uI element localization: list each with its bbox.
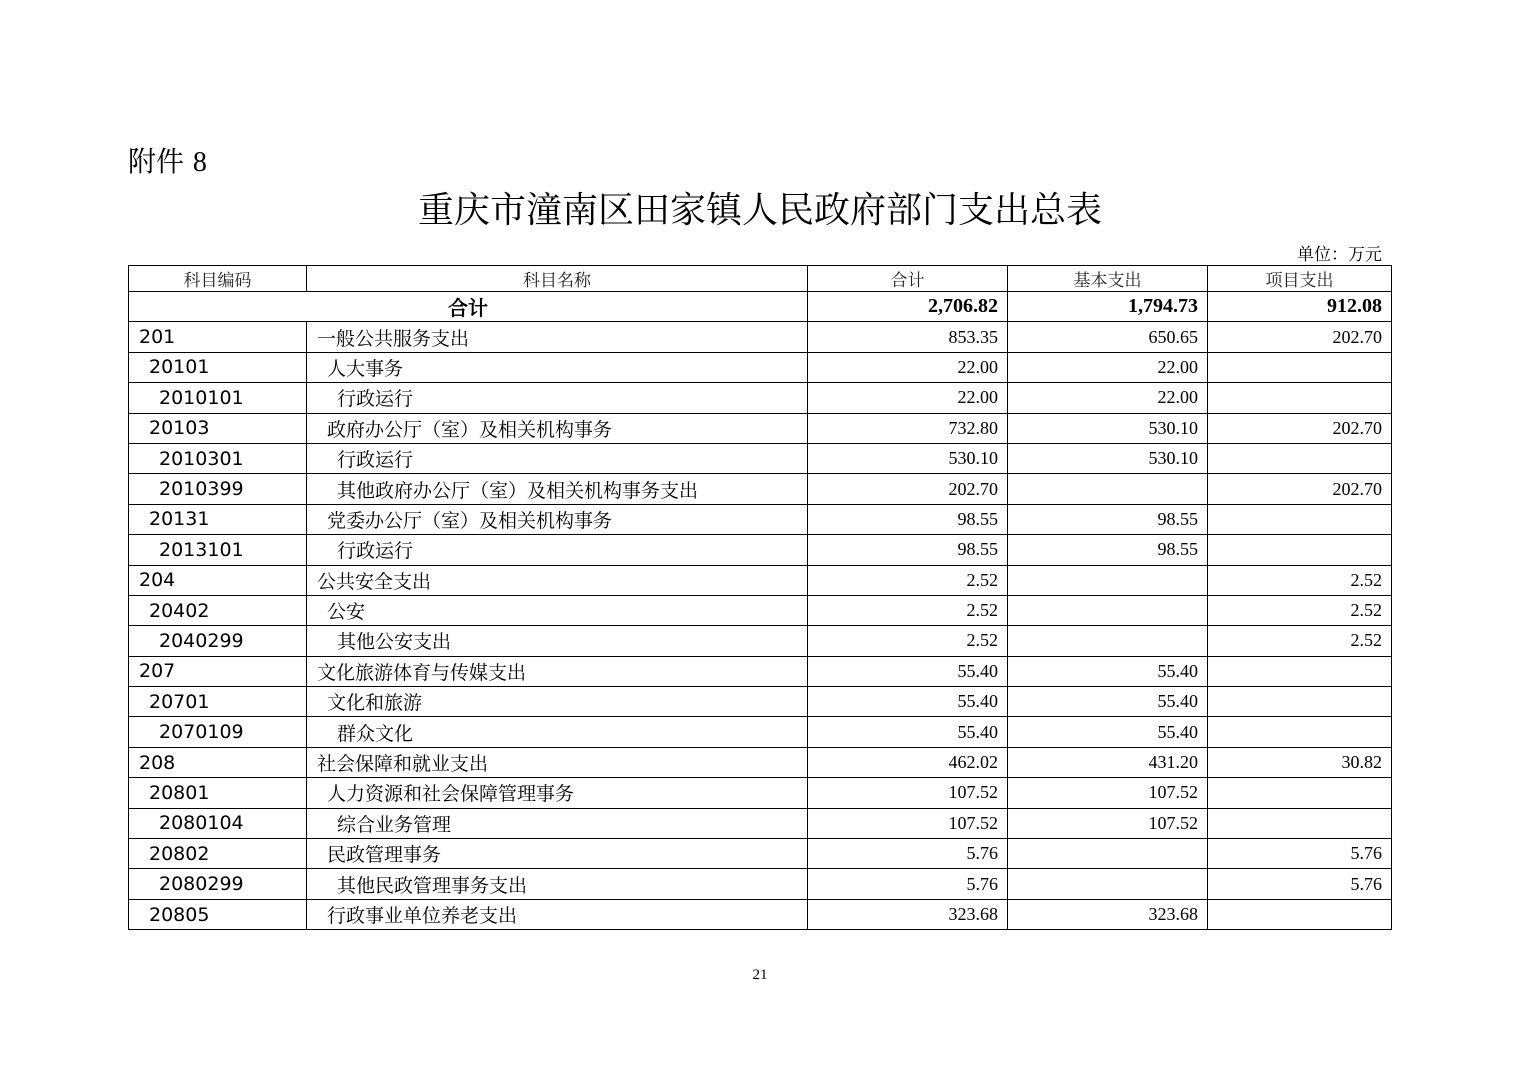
row-code: 20103 — [129, 413, 307, 443]
table-row — [129, 656, 1392, 686]
row-project: 30.82 — [1208, 747, 1392, 777]
row-project: 5.76 — [1208, 869, 1392, 899]
row-total: 2.52 — [808, 595, 1008, 625]
row-basic: 530.10 — [1008, 413, 1208, 443]
row-total: 55.40 — [808, 656, 1008, 686]
row-project — [1208, 687, 1392, 717]
table-row — [129, 778, 1392, 808]
total-project: 912.08 — [1208, 292, 1392, 322]
row-code: 2070109 — [129, 717, 307, 747]
row-basic: 530.10 — [1008, 443, 1208, 473]
row-code: 207 — [129, 656, 307, 686]
row-total: 853.35 — [808, 322, 1008, 352]
row-project — [1208, 352, 1392, 382]
row-total: 107.52 — [808, 808, 1008, 838]
row-total: 107.52 — [808, 778, 1008, 808]
row-basic: 55.40 — [1008, 717, 1208, 747]
total-total: 2,706.82 — [808, 292, 1008, 322]
row-basic: 22.00 — [1008, 383, 1208, 413]
table-row — [129, 687, 1392, 717]
unit-label: 单位：万元 — [1297, 245, 1382, 264]
row-code: 20805 — [129, 899, 307, 929]
row-code: 2080104 — [129, 808, 307, 838]
row-project — [1208, 808, 1392, 838]
table-row — [129, 565, 1392, 595]
row-code: 20402 — [129, 595, 307, 625]
table-row — [129, 504, 1392, 534]
attachment-prefix: 附件 — [128, 145, 185, 178]
row-code: 204 — [129, 565, 307, 595]
row-basic: 22.00 — [1008, 352, 1208, 382]
row-name: 政府办公厅（室）及相关机构事务 — [307, 413, 808, 443]
row-code: 20802 — [129, 839, 307, 869]
row-name: 党委办公厅（室）及相关机构事务 — [307, 504, 808, 534]
row-total: 22.00 — [808, 352, 1008, 382]
page-title: 重庆市潼南区田家镇人民政府部门支出总表 — [417, 190, 1102, 231]
row-project — [1208, 778, 1392, 808]
row-basic: 55.40 — [1008, 656, 1208, 686]
total-row — [129, 292, 1392, 322]
row-name: 社会保障和就业支出 — [307, 747, 808, 777]
row-code: 2010101 — [129, 383, 307, 413]
table-row — [129, 808, 1392, 838]
row-basic: 55.40 — [1008, 687, 1208, 717]
row-project — [1208, 383, 1392, 413]
row-total: 732.80 — [808, 413, 1008, 443]
table-row — [129, 383, 1392, 413]
row-name: 文化和旅游 — [307, 687, 808, 717]
row-total: 98.55 — [808, 535, 1008, 565]
row-total: 98.55 — [808, 504, 1008, 534]
row-basic — [1008, 474, 1208, 504]
row-basic: 650.65 — [1008, 322, 1208, 352]
row-project — [1208, 899, 1392, 929]
row-project: 2.52 — [1208, 595, 1392, 625]
row-name: 公共安全支出 — [307, 565, 808, 595]
row-total: 55.40 — [808, 687, 1008, 717]
row-name: 公安 — [307, 595, 808, 625]
row-project — [1208, 535, 1392, 565]
table-row — [129, 717, 1392, 747]
row-total: 5.76 — [808, 869, 1008, 899]
row-name: 其他公安支出 — [307, 626, 808, 656]
row-project: 5.76 — [1208, 839, 1392, 869]
table-row — [129, 899, 1392, 929]
row-project — [1208, 717, 1392, 747]
row-project: 2.52 — [1208, 626, 1392, 656]
table-row — [129, 595, 1392, 625]
row-basic — [1008, 595, 1208, 625]
row-total: 55.40 — [808, 717, 1008, 747]
row-code: 20701 — [129, 687, 307, 717]
row-total: 5.76 — [808, 839, 1008, 869]
row-name: 行政运行 — [307, 443, 808, 473]
row-name: 文化旅游体育与传媒支出 — [307, 656, 808, 686]
row-basic: 98.55 — [1008, 504, 1208, 534]
row-project: 2.52 — [1208, 565, 1392, 595]
attachment-label — [128, 140, 207, 180]
table-row — [129, 352, 1392, 382]
row-total: 530.10 — [808, 443, 1008, 473]
row-name: 群众文化 — [307, 717, 808, 747]
row-name: 综合业务管理 — [307, 808, 808, 838]
row-total: 2.52 — [808, 626, 1008, 656]
table-row — [129, 413, 1392, 443]
row-total: 2.52 — [808, 565, 1008, 595]
row-project: 202.70 — [1208, 413, 1392, 443]
row-basic — [1008, 565, 1208, 595]
row-basic: 323.68 — [1008, 899, 1208, 929]
row-basic: 107.52 — [1008, 808, 1208, 838]
table-row — [129, 839, 1392, 869]
row-code: 201 — [129, 322, 307, 352]
row-project — [1208, 656, 1392, 686]
table-row — [129, 535, 1392, 565]
row-name: 行政事业单位养老支出 — [307, 899, 808, 929]
row-name: 行政运行 — [307, 535, 808, 565]
header-name: 科目名称 — [307, 266, 808, 292]
row-total: 202.70 — [808, 474, 1008, 504]
total-basic: 1,794.73 — [1008, 292, 1208, 322]
row-name: 其他政府办公厅（室）及相关机构事务支出 — [307, 474, 808, 504]
row-code: 20801 — [129, 778, 307, 808]
row-name: 民政管理事务 — [307, 839, 808, 869]
row-name: 一般公共服务支出 — [307, 322, 808, 352]
row-total: 22.00 — [808, 383, 1008, 413]
table-header-row — [129, 266, 1392, 292]
table-row — [129, 747, 1392, 777]
row-name: 人大事务 — [307, 352, 808, 382]
row-basic — [1008, 839, 1208, 869]
table-row — [129, 322, 1392, 352]
row-code: 2080299 — [129, 869, 307, 899]
row-name: 人力资源和社会保障管理事务 — [307, 778, 808, 808]
total-label: 合计 — [129, 292, 808, 322]
header-total: 合计 — [808, 266, 1008, 292]
row-name: 行政运行 — [307, 383, 808, 413]
row-code: 208 — [129, 747, 307, 777]
table-row — [129, 626, 1392, 656]
page-number: 21 — [752, 967, 768, 983]
table-row — [129, 474, 1392, 504]
row-name: 其他民政管理事务支出 — [307, 869, 808, 899]
row-project — [1208, 504, 1392, 534]
header-project: 项目支出 — [1208, 266, 1392, 292]
row-basic: 431.20 — [1008, 747, 1208, 777]
row-project: 202.70 — [1208, 322, 1392, 352]
row-basic — [1008, 626, 1208, 656]
row-basic — [1008, 869, 1208, 899]
row-code: 20131 — [129, 504, 307, 534]
expenditure-table — [128, 265, 1392, 930]
row-total: 462.02 — [808, 747, 1008, 777]
header-code: 科目编码 — [129, 266, 307, 292]
row-basic: 107.52 — [1008, 778, 1208, 808]
row-total: 323.68 — [808, 899, 1008, 929]
row-code: 20101 — [129, 352, 307, 382]
row-project: 202.70 — [1208, 474, 1392, 504]
row-code: 2040299 — [129, 626, 307, 656]
row-code: 2010399 — [129, 474, 307, 504]
row-basic: 98.55 — [1008, 535, 1208, 565]
header-basic: 基本支出 — [1008, 266, 1208, 292]
row-code: 2013101 — [129, 535, 307, 565]
row-code: 2010301 — [129, 443, 307, 473]
attachment-number: 8 — [192, 147, 207, 178]
row-project — [1208, 443, 1392, 473]
table-row — [129, 869, 1392, 899]
table-row — [129, 443, 1392, 473]
